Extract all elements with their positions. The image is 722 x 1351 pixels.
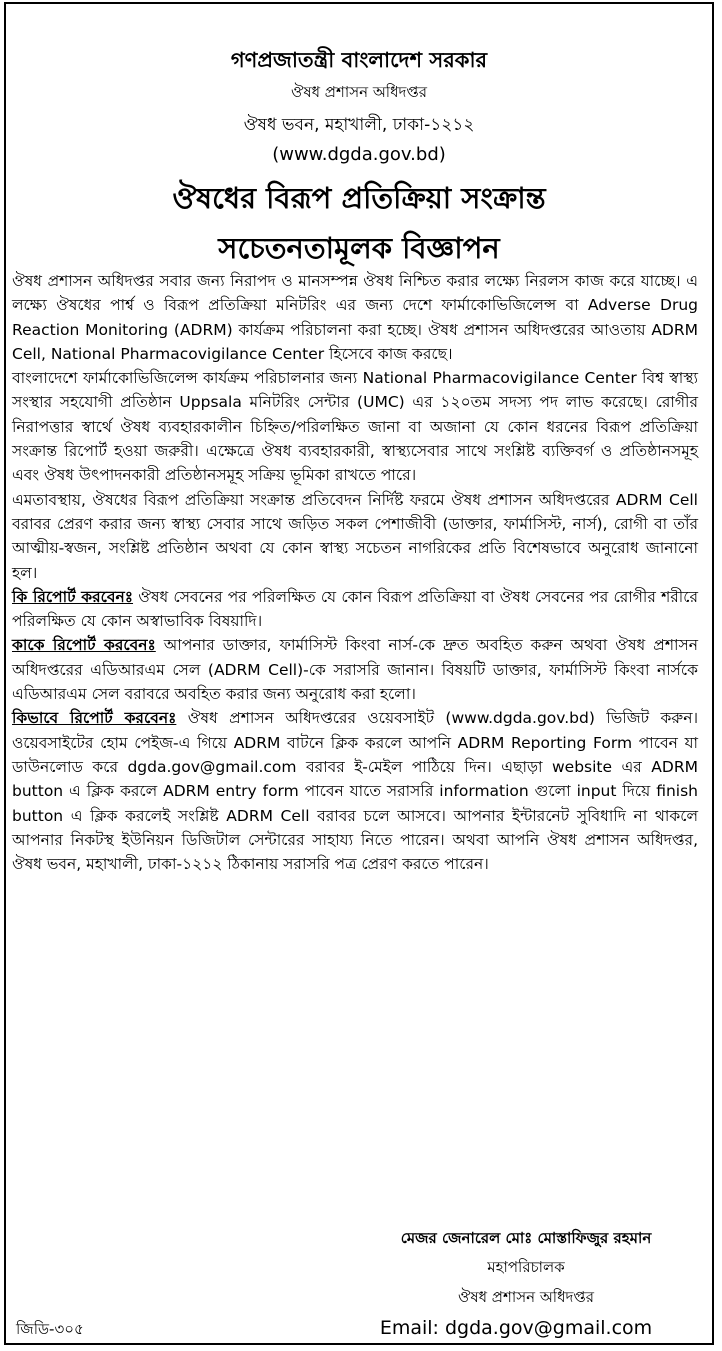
contact-email: Email: dgda.gov@gmail.com [379, 1317, 653, 1339]
paragraph-what-to-report [12, 585, 698, 634]
signatory-designation: মহাপরিচালক [487, 1258, 565, 1276]
paragraph-how-to-report [12, 706, 698, 876]
website-text: (www.dgda.gov.bd) [272, 144, 446, 165]
how-to-report-label: কিভাবে রিপোর্ট করবেনঃ [12, 709, 177, 728]
department-name: ঔষধ প্রশাসন অধিদপ্তর [291, 83, 427, 101]
signatory-office: ঔষধ প্রশাসন অধিদপ্তর [458, 1288, 594, 1306]
paragraph-pharmacovigilance: বাংলাদেশে ফার্মাকোভিজিলেন্স কার্যক্রম পরিচালনার জন্য National Pharmacovigilance Center বিশ্ব স্বাস্থ্য সংস্থার সহযোগী প্রতিষ্ঠান Uppsala মনিটরিং সেন্টার (UMC) এর ১২০তম সদস্য পদ লাভ করেছে। রোগীর নিরাপত্তার স্বার্থে ঔষধ ব্যবহারকালীন চিহ্নিত/পরিলক্ষিত জানা বা অজানা যে কোন ধরনের বিরূপ প্রতিক্রিয়া সংক্রান্ত রিপোর্ট হওয়া জরুরী। এক্ষেত্রে ঔষধ ব্যবহারকারী, স্বাস্থ্যসেবার সাথে সংশ্লিষ্ট ব্যক্তিবর্গ ও প্রতিষ্ঠানসমূহ এবং ঔষধ উৎপাদনকারী প্রতিষ্ঠানসমূহ সক্রিয় ভূমিকা রাখতে পারে। [12, 369, 698, 485]
how-to-report-text: ঔষধ প্রশাসন অধিদপ্তরের ওয়েবসাইট (www.dgda.gov.bd) ভিজিট করুন। ওয়েবসাইটের হোম পেইজ-এ গিয়ে ADRM বাটনে ক্লিক করলে আপনি ADRM Reporting Form পাবেন যা ডাউনলোড করে dgda.gov@gmail.com বরাবর ই-মেইল পাঠিয়ে দিন। এছাড়া website এর ADRM button এ ক্লিক করলে ADRM entry form পাবেন যাতে সরাসরি information গুলো input দিয়ে finish button এ ক্লিক করলেই সংশ্লিষ্ট ADRM Cell বরাবর চলে আসবে। আপনার ইন্টারনেট সুবিধাদি না থাকলে আপনার নিকটস্থ ইউনিয়ন ডিজিটাল সেন্টারের সাহায্য নিতে পারেন। অথবা আপনি ঔষধ প্রশাসন অধিদপ্তর, ঔষধ ভবন, মহাখালী, ঢাকা-১২১২ ঠিকানায় সরাসরি পত্র প্রেরণ করতে পারেন। [12, 709, 698, 874]
department-address: ঔষধ ভবন, মহাখালী, ঢাকা-১২১২ [243, 115, 475, 135]
whom-to-report-text: আপনার ডাক্তার, ফার্মাসিস্ট কিংবা নার্স-কে দ্রুত অবহিত করুন অথবা ঔষধ প্রশাসন অধিদপ্তরের এডিআরএম সেল (ADRM Cell)-কে সরাসরি জানান। বিষয়টি ডাক্তার, ফার্মাসিস্ট কিংবা নার্সকে এডিআরএম সেল বরাবরে অবহিত করার জন্য অনুরোধ করা হলো। [12, 636, 698, 704]
government-name: গণপ্রজাতন্ত্রী বাংলাদেশ সরকার [230, 48, 488, 72]
title-line-1: ঔষধের বিরূপ প্রতিক্রিয়া সংক্রান্ত [172, 181, 546, 215]
paragraph-intro: ঔষধ প্রশাসন অধিদপ্তর সবার জন্য নিরাপদ ও মানসম্পন্ন ঔষধ নিশ্চিত করার লক্ষ্যে নিরলস কাজ করে যাচ্ছে। এ লক্ষ্যে ঔষধের পার্শ্ব ও বিরূপ প্রতিক্রিয়া মনিটরিং এর জন্য দেশে ফার্মাকোভিজিলেন্স বা Adverse Drug Reaction Monitoring (ADRM) কার্যক্রম পরিচালনা করা হচ্ছে। ঔষধ প্রশাসন অধিদপ্তরের আওতায় ADRM Cell, National Pharmacovigilance Center হিসেবে কাজ করছে। [12, 272, 698, 363]
what-to-report-label: কি রিপোর্ট করবেনঃ [12, 587, 134, 606]
paragraph-whom-to-report [12, 633, 698, 706]
whom-to-report-label: কাকে রিপোর্ট করবেনঃ [12, 636, 156, 655]
title-line-2: সচেতনতামূলক বিজ্ঞাপন [218, 231, 500, 265]
what-to-report-text: ঔষধ সেবনের পর পরিলক্ষিত যে কোন বিরূপ প্রতিক্রিয়া বা ঔষধ সেবনের পর রোগীর শরীরে পরিলক্ষিত যে কোন অস্বাভাবিক বিষয়াদি। [12, 587, 698, 631]
reference-code: জিডি-৩০৫ [16, 1320, 84, 1338]
advertisement-page [4, 2, 714, 1345]
body-text [12, 269, 698, 876]
paragraph-request: এমতাবস্থায়, ঔষধের বিরূপ প্রতিক্রিয়া সংক্রান্ত প্রতিবেদন নির্দিষ্ট ফরমে ঔষধ প্রশাসন অধিদপ্তরের ADRM Cell বরাবর প্রেরণ করার জন্য স্বাস্থ্য সেবার সাথে জড়িত সকল পেশাজীবী (ডাক্তার, ফার্মাসিস্ট, নার্স), রোগী বা তাঁর আত্মীয়-স্বজন, সংশ্লিষ্ট প্রতিষ্ঠান অথবা যে কোন স্বাস্থ্য সচেতন নাগরিকের প্রতি বিশেষভাবে অনুরোধ জানানো হল। [12, 490, 698, 582]
signatory-name: মেজর জেনারেল মোঃ মোস্তাফিজুর রহমান [400, 1229, 652, 1247]
